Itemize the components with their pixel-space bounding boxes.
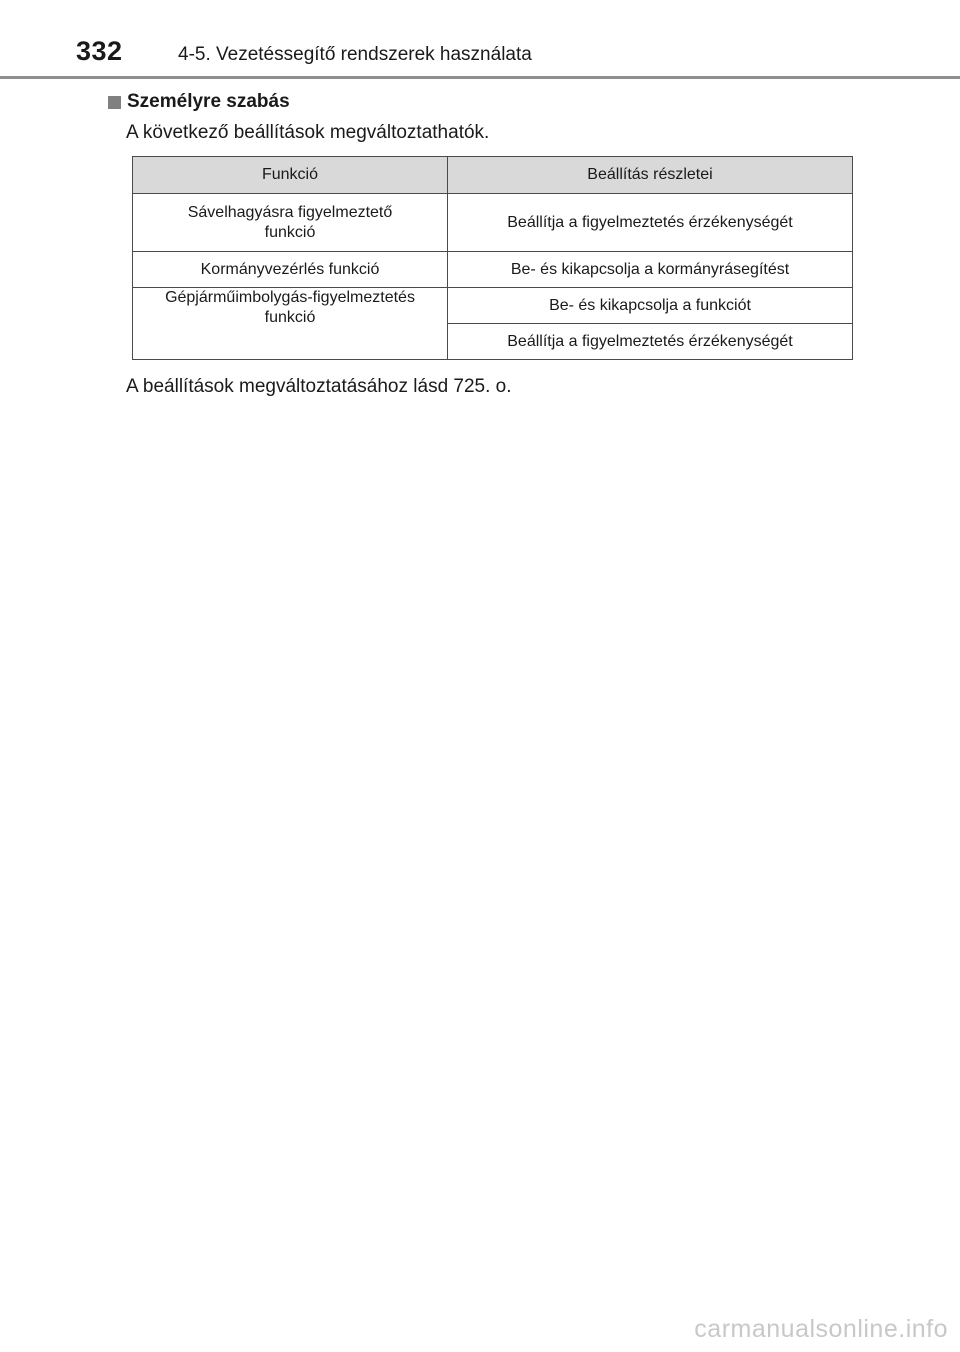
intro-text: A következő beállítások megváltoztathatók. (126, 122, 490, 143)
function-text: Sávelhagyásra figyelmeztető funkció (187, 203, 393, 241)
header-details: Beállítás részletei (448, 157, 853, 194)
section-heading (108, 91, 290, 113)
page-number: 332 (76, 36, 123, 66)
cell-details: Be- és kikapcsolja a funkciót (448, 288, 853, 324)
table-row (133, 194, 853, 252)
cell-details: Be- és kikapcsolja a kormányrásegítést (448, 252, 853, 288)
cell-function (133, 194, 448, 252)
settings-table (132, 156, 853, 360)
section-heading-text: Személyre szabás (127, 91, 290, 112)
cell-function: Kormányvezérlés funkció (133, 252, 448, 288)
cell-details: Beállítja a figyelmeztetés érzékenységét (448, 324, 853, 360)
table-row (133, 252, 853, 288)
cell-details: Beállítja a figyelmeztetés érzékenységét (448, 194, 853, 252)
table-header-row (133, 157, 853, 194)
table-row (133, 288, 853, 324)
watermark: carmanualsonline.info (694, 1315, 948, 1343)
header-rule (0, 76, 960, 79)
footer-note: A beállítások megváltoztatásához lásd 725. o. (126, 376, 512, 397)
chapter-title: 4-5. Vezetéssegítő rendszerek használata (178, 44, 532, 65)
header-function: Funkció (133, 157, 448, 194)
cell-function (133, 288, 448, 360)
function-text: Gépjárműimbolygás-figyelmeztetés funkció (165, 289, 415, 326)
square-bullet-icon (108, 96, 121, 109)
